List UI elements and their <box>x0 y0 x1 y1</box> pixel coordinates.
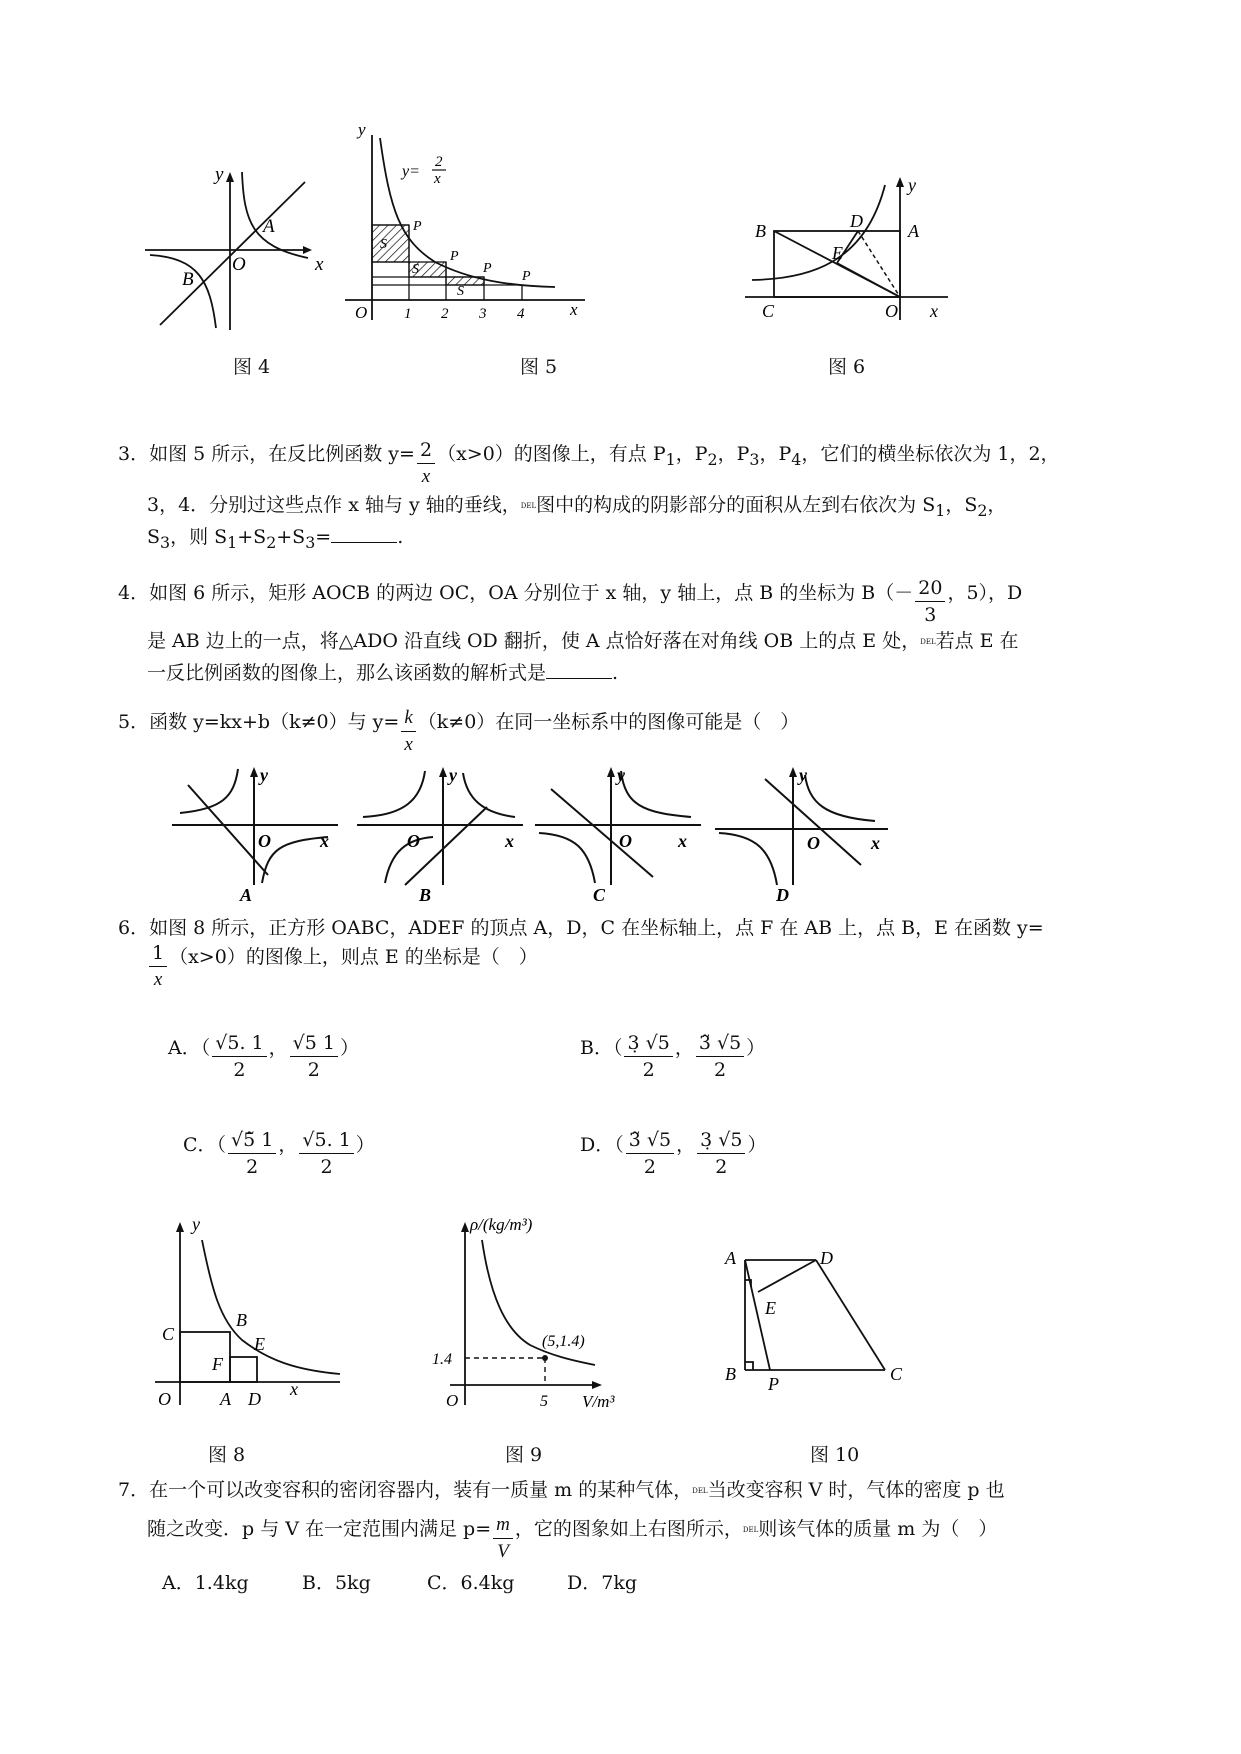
fig4-origin-label: O <box>232 254 246 275</box>
fig8-point-a: A <box>220 1389 231 1409</box>
fig5-tick-3: 3 <box>479 306 487 322</box>
fig6-y-label: y <box>908 175 916 195</box>
fig6-point-d: D <box>850 211 863 231</box>
fig5-tick-1: 1 <box>404 306 412 322</box>
fig6-x-label: x <box>930 301 938 321</box>
q5-option-d[interactable]: D <box>776 885 789 905</box>
question-7-line-2: 随之改变．p 与 V 在一定范围内满足 p= $\frac{m}{V}$ ，它的图象如上右图所示，DEL则该气体的质量 m 为（ ） <box>147 1514 998 1562</box>
svg-text:y: y <box>799 765 807 785</box>
question-3: 3．如图 5 所示，在反比例函数 y= $\frac{2}{x}$ （x>0）的图像上，有点 $P_1$，$P_2$，$P_3$，$P_4$，它们的横坐标依次为 1，2， <box>118 439 1060 487</box>
answer-blank <box>331 524 397 543</box>
fig8-y-label: y <box>192 1214 200 1234</box>
q6-option-b[interactable]: B．（ $\frac{3̣ √5}{2}$ ， $\frac{3̃ √5}{2}$ ） <box>580 1032 766 1081</box>
fig5-origin-label: O <box>355 303 368 322</box>
fig10-point-p: P <box>768 1374 779 1394</box>
fig5-p2: P <box>450 249 459 264</box>
fig8-point-b: B <box>236 1310 247 1330</box>
fig5-s2: S <box>412 262 419 277</box>
q5-option-b-graph <box>355 765 525 905</box>
svg-text:x: x <box>871 833 880 853</box>
fig8-origin-label: O <box>158 1389 171 1409</box>
fig5-p1: P <box>413 219 422 234</box>
fig5-tick-2: 2 <box>441 306 449 322</box>
svg-text:y: y <box>260 765 268 785</box>
svg-text:x: x <box>505 831 514 851</box>
fig6-point-e: E <box>832 243 843 263</box>
question-3-line-2: 3，4．分别过这些点作 x 轴与 y 轴的垂线，DEL图中的构成的阴影部分的面积从左到右依次为 $S_1$，$S_2$， <box>147 494 1007 520</box>
fig9-ytick: 1.4 <box>432 1351 452 1368</box>
fig10-point-b: B <box>725 1364 736 1384</box>
fig5-caption: 图 5 <box>520 356 558 378</box>
q5-option-b[interactable]: B <box>419 885 432 905</box>
q7-option-a[interactable]: A．1.4kg <box>162 1572 249 1594</box>
fig10-caption: 图 10 <box>810 1444 860 1466</box>
fig8-point-c: C <box>162 1324 175 1344</box>
fig5-y-label: y <box>358 120 366 139</box>
fig9-point-label: (5,1.4) <box>542 1333 585 1350</box>
q6-option-c[interactable]: C．（ $\frac{√5̃ 1}{2}$ ， $\frac{√5. 1}{2}$ ） <box>183 1129 375 1178</box>
svg-text:y: y <box>449 765 457 785</box>
fig9-x-label: V/m³ <box>582 1392 615 1411</box>
fig5-function-den: x <box>434 171 441 187</box>
figure-10 <box>720 1240 920 1410</box>
fig6-origin-label: O <box>885 301 898 321</box>
fig6-point-a: A <box>908 221 919 241</box>
fig8-point-f: F <box>212 1354 223 1374</box>
fig8-x-label: x <box>290 1379 298 1399</box>
q5-option-a[interactable]: A <box>240 885 253 905</box>
q5-option-c-graph <box>533 765 703 905</box>
fig10-point-d: D <box>820 1248 833 1268</box>
q6-option-d[interactable]: D．（ $\frac{3̃ √5}{2}$ ， $\frac{3̣ √5}{2}$ ） <box>580 1129 767 1178</box>
figure-4 <box>140 160 350 340</box>
fig6-point-b: B <box>755 221 766 241</box>
question-4: 4．如图 6 所示，矩形 AOCB 的两边 OC，OA 分别位于 x 轴，y 轴上，点 B 的坐标为 B（－ $\frac{20}{3}$ ，5），D <box>118 577 1023 626</box>
svg-text:O: O <box>807 833 820 853</box>
q6-option-a[interactable]: A．（ $\frac{√5. 1}{2}$ ， $\frac{√5 1}{2}$ ） <box>168 1032 359 1081</box>
q5-option-a-graph <box>170 765 340 905</box>
svg-text:O: O <box>619 831 632 851</box>
fig4-point-b: B <box>182 269 194 290</box>
fig9-xtick: 5 <box>540 1393 548 1410</box>
figure-5 <box>340 120 600 350</box>
answer-blank <box>546 660 612 679</box>
question-4-line-2: 是 AB 边上的一点，将△ADO 沿直线 OD 翻折，使 A 点恰好落在对角线 OB 上的点 E 处，DEL若点 E 在 <box>147 630 1019 652</box>
fig4-x-label: x <box>315 254 324 275</box>
fig5-p3: P <box>483 261 492 276</box>
fig5-tick-4: 4 <box>517 306 525 322</box>
fig9-caption: 图 9 <box>505 1444 543 1466</box>
question-3-line-3: $S_3$，则 $S_1+S_2+S_3=$ . <box>147 526 404 552</box>
svg-text:y: y <box>617 765 625 785</box>
fig5-function-num: 2 <box>435 154 443 170</box>
question-5: 5．函数 y=kx+b（k≠0）与 y= $\frac{k}{x}$ （k≠0）在同一坐标系中的图像可能是（ ） <box>118 707 800 755</box>
question-4-line-3: 一反比例函数的图像上，那么该函数的解析式是 . <box>147 662 619 684</box>
fig10-point-a: A <box>725 1248 736 1268</box>
q7-option-d[interactable]: D．7kg <box>567 1572 637 1594</box>
q7-options <box>162 1570 637 1596</box>
fig8-point-d: D <box>248 1389 261 1409</box>
fig6-caption: 图 6 <box>828 356 866 378</box>
question-7: 7．在一个可以改变容积的密闭容器内，装有一质量 m 的某种气体，DEL当改变容积 V 时，气体的密度 p 也 <box>118 1479 1005 1501</box>
question-6: 6．如图 8 所示，正方形 OABC，ADEF 的顶点 A，D，C 在坐标轴上，点 F 在 AB 上，点 B，E 在函数 y= <box>118 917 1044 939</box>
q7-option-c[interactable]: C．6.4kg <box>427 1572 515 1594</box>
svg-text:O: O <box>258 831 271 851</box>
figure-6 <box>740 175 960 350</box>
q5-option-c[interactable]: C <box>593 885 606 905</box>
fig5-x-label: x <box>570 300 578 319</box>
q5-option-d-graph <box>713 765 893 905</box>
question-6-line-2: $\frac{1}{x}$ （x>0）的图像上，则点 E 的坐标是（ ） <box>147 940 538 993</box>
svg-text:O: O <box>407 831 420 851</box>
fig10-point-c: C <box>890 1364 903 1384</box>
fig5-s3: S <box>457 284 464 299</box>
fig4-y-label: y <box>215 164 224 185</box>
fig8-point-e: E <box>254 1334 265 1354</box>
fig5-function-label: y= <box>402 163 420 180</box>
svg-text:x: x <box>320 831 329 851</box>
fig5-s1: S <box>380 237 387 252</box>
fig9-origin-label: O <box>446 1391 459 1410</box>
fig8-caption: 图 8 <box>208 1444 246 1466</box>
q7-option-b[interactable]: B．5kg <box>302 1572 371 1594</box>
fig6-point-c: C <box>762 301 775 321</box>
fig9-y-label: ρ/(kg/m³) <box>470 1215 533 1234</box>
fig4-caption: 图 4 <box>233 356 271 378</box>
figure-8 <box>150 1210 360 1420</box>
fig5-p4: P <box>522 269 531 284</box>
fig10-point-e: E <box>765 1298 776 1318</box>
fig4-point-a: A <box>263 216 275 237</box>
svg-text:x: x <box>678 831 687 851</box>
figure-9 <box>430 1210 650 1425</box>
